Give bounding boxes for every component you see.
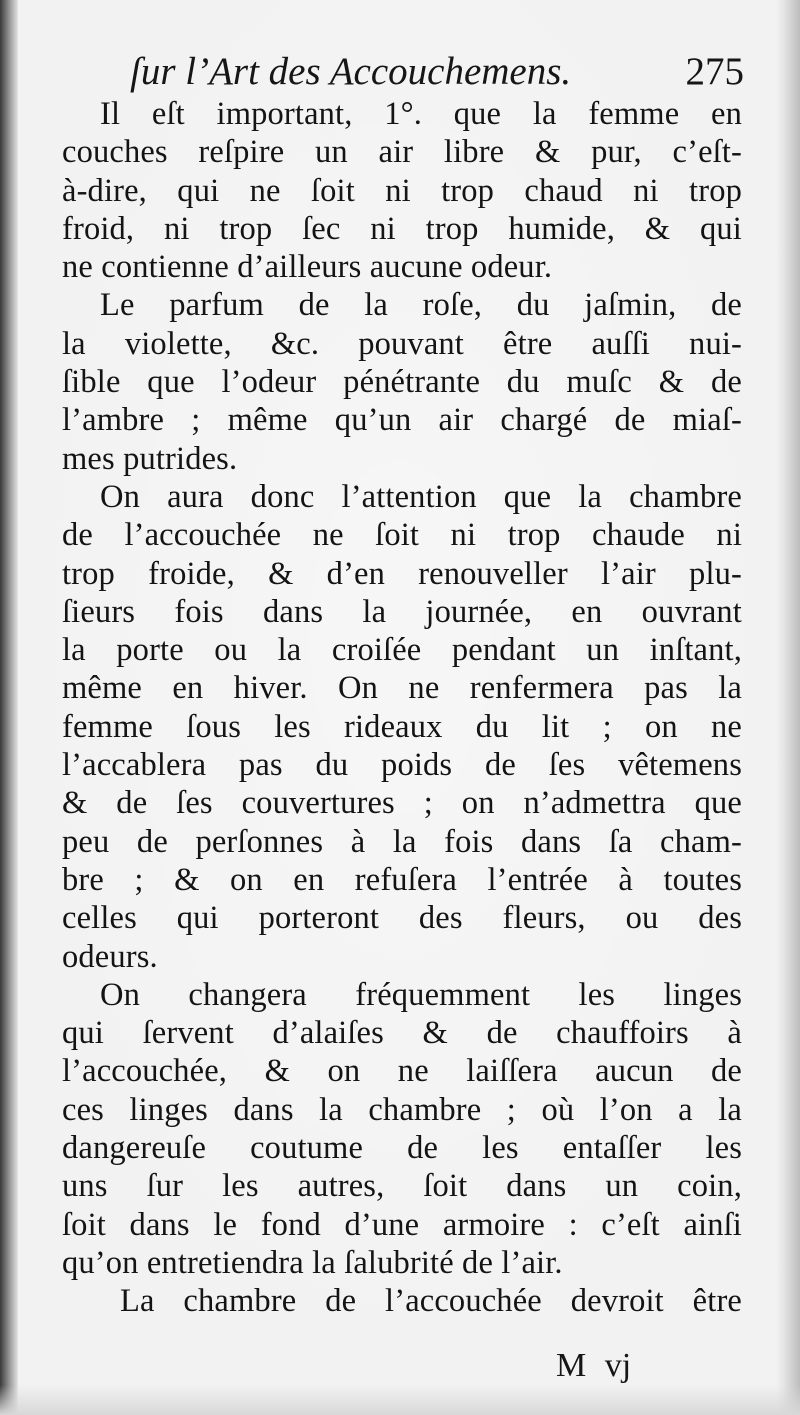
text-line: On changera fréquemment les linges: [100, 976, 742, 1013]
text-line: odeurs.: [62, 938, 158, 975]
text-line: Le parfum de la roſe, du jaſmin, de: [100, 287, 742, 324]
text-line: ſieurs fois dans la journée, en ouvrant: [62, 593, 742, 630]
text-line: même en hiver. On ne renfermera pas la: [62, 670, 742, 707]
text-line: l’ambre ; même qu’un air chargé de miaſ-: [62, 402, 742, 439]
text-line: femme ſous les rideaux du lit ; on ne: [62, 708, 742, 745]
text-line: ces linges dans la chambre ; où l’on a la: [62, 1091, 742, 1128]
text-line: trop froide, & d’en renouveller l’air plu-: [62, 555, 742, 592]
text-line: l’accouchée, & on ne laiſſera aucun de: [62, 1053, 742, 1090]
text-line: & de ſes couvertures ; on n’admettra que: [62, 785, 742, 822]
text-line: ſoit dans le fond d’une armoire : c’eſt ainſi: [62, 1206, 742, 1243]
text-line: uns ſur les autres, ſoit dans un coin,: [62, 1168, 742, 1205]
page-header: [130, 48, 744, 96]
text-line: la violette, &c. pouvant être auſſi nui-: [62, 325, 742, 362]
text-line: la porte ou la croiſée pendant un inſtant,: [62, 632, 742, 669]
text-line: l’accablera pas du poids de ſes vêtemens: [62, 747, 742, 784]
text-line: Il eſt important, 1°. que la femme en: [100, 96, 742, 132]
body-text: [62, 95, 742, 1321]
text-line: On aura donc l’attention que la chambre: [100, 478, 742, 515]
text-line: de l’accouchée ne ſoit ni trop chaude ni: [62, 517, 742, 554]
text-line: à-dire, qui ne ſoit ni trop chaud ni trop: [62, 172, 742, 209]
text-line: peu de perſonnes à la fois dans ſa cham-: [62, 823, 742, 860]
signature-mark: M vj: [556, 1347, 632, 1384]
text-line: celles qui porteront des fleurs, ou des: [62, 900, 742, 937]
text-line: froid, ni trop ſec ni trop humide, & qui: [62, 210, 742, 247]
page-right-edge: [776, 0, 800, 1415]
text-line: dangereuſe coutume de les entaſſer les: [62, 1130, 742, 1167]
text-line: ne contienne d’ailleurs aucune odeur.: [62, 249, 553, 286]
text-line: ſible que l’odeur pénétrante du muſc & de: [62, 364, 742, 401]
text-line: bre ; & on en refuſera l’entrée à toutes: [62, 861, 742, 898]
page-bottom-edge: [0, 1385, 800, 1415]
text-line: couches reſpire un air libre & pur, c’eſt-: [62, 134, 742, 171]
text-line: La chambre de l’accouchée devroit être: [120, 1283, 742, 1320]
text-line: mes putrides.: [62, 440, 238, 477]
text-line: qui ſervent d’alaiſes & de chauffoirs à: [62, 1015, 742, 1052]
page-gutter-shadow: [0, 0, 18, 1415]
page-number: 275: [685, 50, 744, 93]
running-head: ſur l’Art des Accouchemens.: [130, 50, 572, 93]
text-line: qu’on entretiendra la ſalubrité de l’air.: [62, 1244, 563, 1281]
